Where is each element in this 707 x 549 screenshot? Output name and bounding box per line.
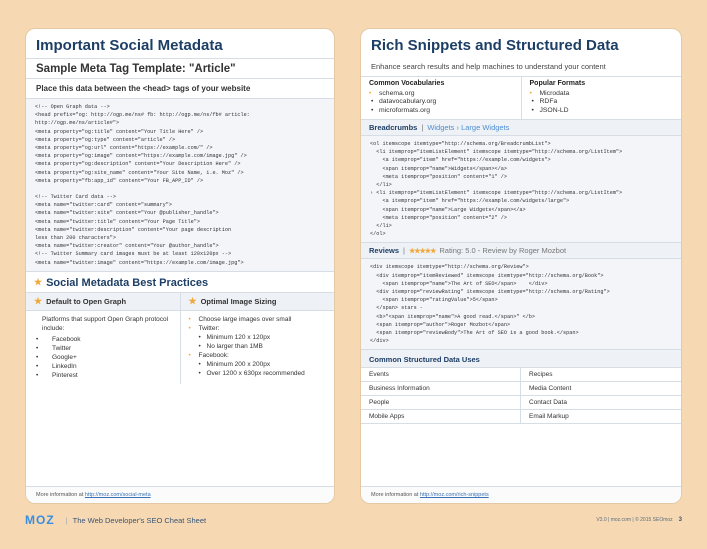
- star-icon: ★: [34, 295, 43, 306]
- code-line: <meta property="og:description" content="Your Description Here" />: [35, 161, 241, 168]
- rich-snippets-card: [360, 28, 682, 504]
- code-line: <meta name="twitter:image" content="https://example.com/image.jpg">: [35, 259, 244, 266]
- list-item: Events: [361, 368, 521, 382]
- code-line: less than 200 characters">: [35, 235, 116, 242]
- star-icon: ★: [34, 277, 43, 288]
- code-line: <div itemprop="itemReviewed" itemscope itemtype="http://schema.org/Book">: [370, 272, 604, 279]
- list-item: • Twitter:: [189, 324, 327, 333]
- template-subtitle: Sample Meta Tag Template: "Article": [26, 59, 334, 79]
- list-item: Contact Data: [521, 396, 681, 410]
- code-line: <span itemprop="name">Large Widgets</span></a>: [370, 206, 526, 213]
- formats-column: [521, 77, 682, 119]
- rich-snippets-subtitle: Enhance search results and help machines to understand your content: [361, 58, 681, 77]
- code-line: <head prefix="og: http://ogp.me/ns# fb: http://ogp.me/ns/fb# article:: [35, 112, 250, 119]
- page-title: Important Social Metadata: [26, 29, 334, 59]
- page-title: Rich Snippets and Structured Data: [371, 37, 619, 54]
- list-item: • No larger than 1MB: [189, 342, 327, 351]
- sizing-list: [189, 315, 327, 378]
- code-line: <meta name="twitter:description" content="Your page description: [35, 226, 232, 233]
- list-item: • Pinterest: [34, 371, 172, 380]
- code-line: <li itemprop="itemListElement" itemscope itemtype="http://schema.org/ListItem">: [370, 149, 623, 156]
- code-line: </li>: [370, 223, 392, 230]
- list-item: • Facebook: [34, 335, 172, 344]
- code-line: <meta property="og:site_name" content="Your Site Name, i.e. Moz" />: [35, 169, 244, 176]
- code-line: <span itemprop="name">Widgets</span></a>: [370, 165, 507, 172]
- best-practices-title: ★ Social Metadata Best Practices: [26, 271, 334, 292]
- code-line: http://ogp.me/ns/article#">: [35, 120, 120, 127]
- code-line: <meta property="fb:app_id" content="Your FB_APP_ID" />: [35, 177, 204, 184]
- breadcrumb-example: Widgets › Large Widgets: [427, 123, 510, 132]
- code-line: <a itemprop="item" href="https://example.com/widgets">: [370, 157, 551, 164]
- code-line: <span itemprop="name">The Art of SEO</span> </div>: [370, 280, 548, 287]
- reviews-bar: Reviews | ★★★★★ Rating: 5.0 - Review by Roger Mozbot: [361, 242, 681, 259]
- vocabularies-heading: Common Vocabularies: [369, 80, 445, 87]
- page-footer: MOZ | The Web Developer's SEO Cheat Sheet V3.0 | moz.com | © 2015 SEOmoz 3: [25, 513, 682, 527]
- list-item: Recipes: [521, 368, 681, 382]
- code-line: <div itemscope itemtype="http://schema.org/Review">: [370, 264, 529, 271]
- social-meta-link[interactable]: http://moz.com/social-meta: [84, 492, 151, 498]
- code-line: <span itemprop="author">Roger Mozbot</span>: [370, 321, 511, 328]
- code-line: <span itemprop="ratingValue">5</span>: [370, 297, 498, 304]
- uses-grid: [361, 367, 681, 424]
- code-line: </li>: [370, 182, 392, 189]
- meta-code-block: [26, 99, 334, 271]
- list-item: • RDFa: [530, 98, 674, 107]
- code-line: <meta name="twitter:title" content="Your Page Title">: [35, 218, 200, 225]
- breadcrumb-code-block: [361, 136, 681, 242]
- moz-logo: MOZ: [25, 513, 55, 527]
- platform-list: [34, 335, 172, 380]
- list-item: Business Information: [361, 382, 521, 396]
- list-item: • LinkedIn: [34, 362, 172, 371]
- list-item: • Choose large images over small: [189, 315, 327, 324]
- code-line: </span> stars -: [370, 305, 423, 312]
- list-item: • Twitter: [34, 344, 172, 353]
- code-line: <span itemprop="reviewBody">The Art of SEO is a good book.</span>: [370, 330, 579, 337]
- code-line: <!-- Open Graph data -->: [35, 104, 110, 110]
- code-line: › <li itemprop="itemListElement" itemscope itemtype="http://schema.org/ListItem">: [370, 190, 623, 197]
- uses-title: Common Structured Data Uses: [361, 349, 681, 367]
- list-item: Media Content: [521, 382, 681, 396]
- list-item: • JSON-LD: [530, 107, 674, 116]
- left-footer: More information at http://moz.com/social-meta: [26, 486, 334, 503]
- code-line: <meta name="twitter:card" content="summary">: [35, 202, 172, 209]
- list-item: Email Markup: [521, 410, 681, 424]
- tagline: The Web Developer's SEO Cheat Sheet: [72, 515, 207, 525]
- best-practices-columns: [26, 292, 334, 384]
- code-line: <a itemprop="item" href="https://example.com/widgets/large">: [370, 198, 570, 205]
- list-item: Mobile Apps: [361, 410, 521, 424]
- breadcrumbs-bar: Breadcrumbs | Widgets › Large Widgets: [361, 120, 681, 136]
- vocabularies-section: [361, 77, 681, 120]
- list-item: People: [361, 396, 521, 410]
- open-graph-heading: ★ Default to Open Graph: [26, 293, 180, 311]
- image-sizing-column: [180, 293, 335, 384]
- list-item: • microformats.org: [369, 107, 513, 116]
- og-code: [35, 103, 325, 185]
- code-line: <meta property="og:title" content="Your Title Here" />: [35, 128, 204, 135]
- code-line: </ol>: [370, 231, 386, 238]
- code-line: <meta property="og:image" content="https://example.com/image.jpg" />: [35, 153, 247, 160]
- image-sizing-heading: ★ Optimal Image Sizing: [181, 293, 335, 311]
- twitter-code: [35, 193, 325, 267]
- code-line: <ol itemscope itemtype="http://schema.org/BreadcrumbList">: [370, 141, 551, 147]
- star-icon: ★: [188, 295, 197, 306]
- version-info: V3.0 | moz.com | © 2015 SEOmoz: [596, 517, 673, 523]
- social-metadata-card: [25, 28, 335, 504]
- code-line: <!-- Twitter Summary card images must be at least 120x120px -->: [35, 251, 232, 258]
- code-line: </div>: [370, 338, 389, 345]
- list-item: • Minimum 120 x 120px: [189, 333, 327, 342]
- code-line: <div itemprop="reviewRating" itemscope itemtype="http://schema.org/Rating">: [370, 289, 610, 296]
- code-line: <b>"<span itemprop="name">A good read.</span>" </b>: [370, 313, 535, 320]
- code-line: <meta name="twitter:site" content="Your @publisher_handle">: [35, 210, 219, 217]
- code-line: <meta itemprop="position" content="1" />: [370, 173, 507, 180]
- list-item: • Over 1200 x 630px recommended: [189, 369, 327, 378]
- right-footer: More information at http://moz.com/rich-snippets: [361, 486, 681, 503]
- placement-note: Place this data between the <head> tags of your website: [26, 79, 334, 99]
- open-graph-intro: Platforms that support Open Graph protocol include:: [42, 315, 169, 332]
- code-line: <!-- Twitter Card data -->: [35, 194, 116, 201]
- open-graph-column: [26, 293, 180, 384]
- list-item: • Microdata: [530, 90, 674, 99]
- list-item: • schema.org: [369, 90, 513, 99]
- vocabularies-column: [361, 77, 521, 119]
- rating-stars-icon: ★★★★★: [408, 247, 436, 255]
- code-line: <meta name="twitter:creator" content="Your @author_handle">: [35, 243, 219, 250]
- list-item: • Minimum 200 x 200px: [189, 360, 327, 369]
- list-item: • Facebook:: [189, 351, 327, 360]
- review-code-block: [361, 259, 681, 349]
- code-line: <meta itemprop="position" content="2" />: [370, 214, 507, 221]
- list-item: • datavocabulary.org: [369, 98, 513, 107]
- page-number: 3: [678, 517, 682, 523]
- rich-snippets-link[interactable]: http://moz.com/rich-snippets: [419, 492, 489, 498]
- code-line: <meta property="og:type" content="article" />: [35, 136, 176, 143]
- list-item: • Google+: [34, 353, 172, 362]
- code-line: <meta property="og:url" content="https://example.com/" />: [35, 145, 213, 152]
- formats-heading: Popular Formats: [529, 80, 586, 87]
